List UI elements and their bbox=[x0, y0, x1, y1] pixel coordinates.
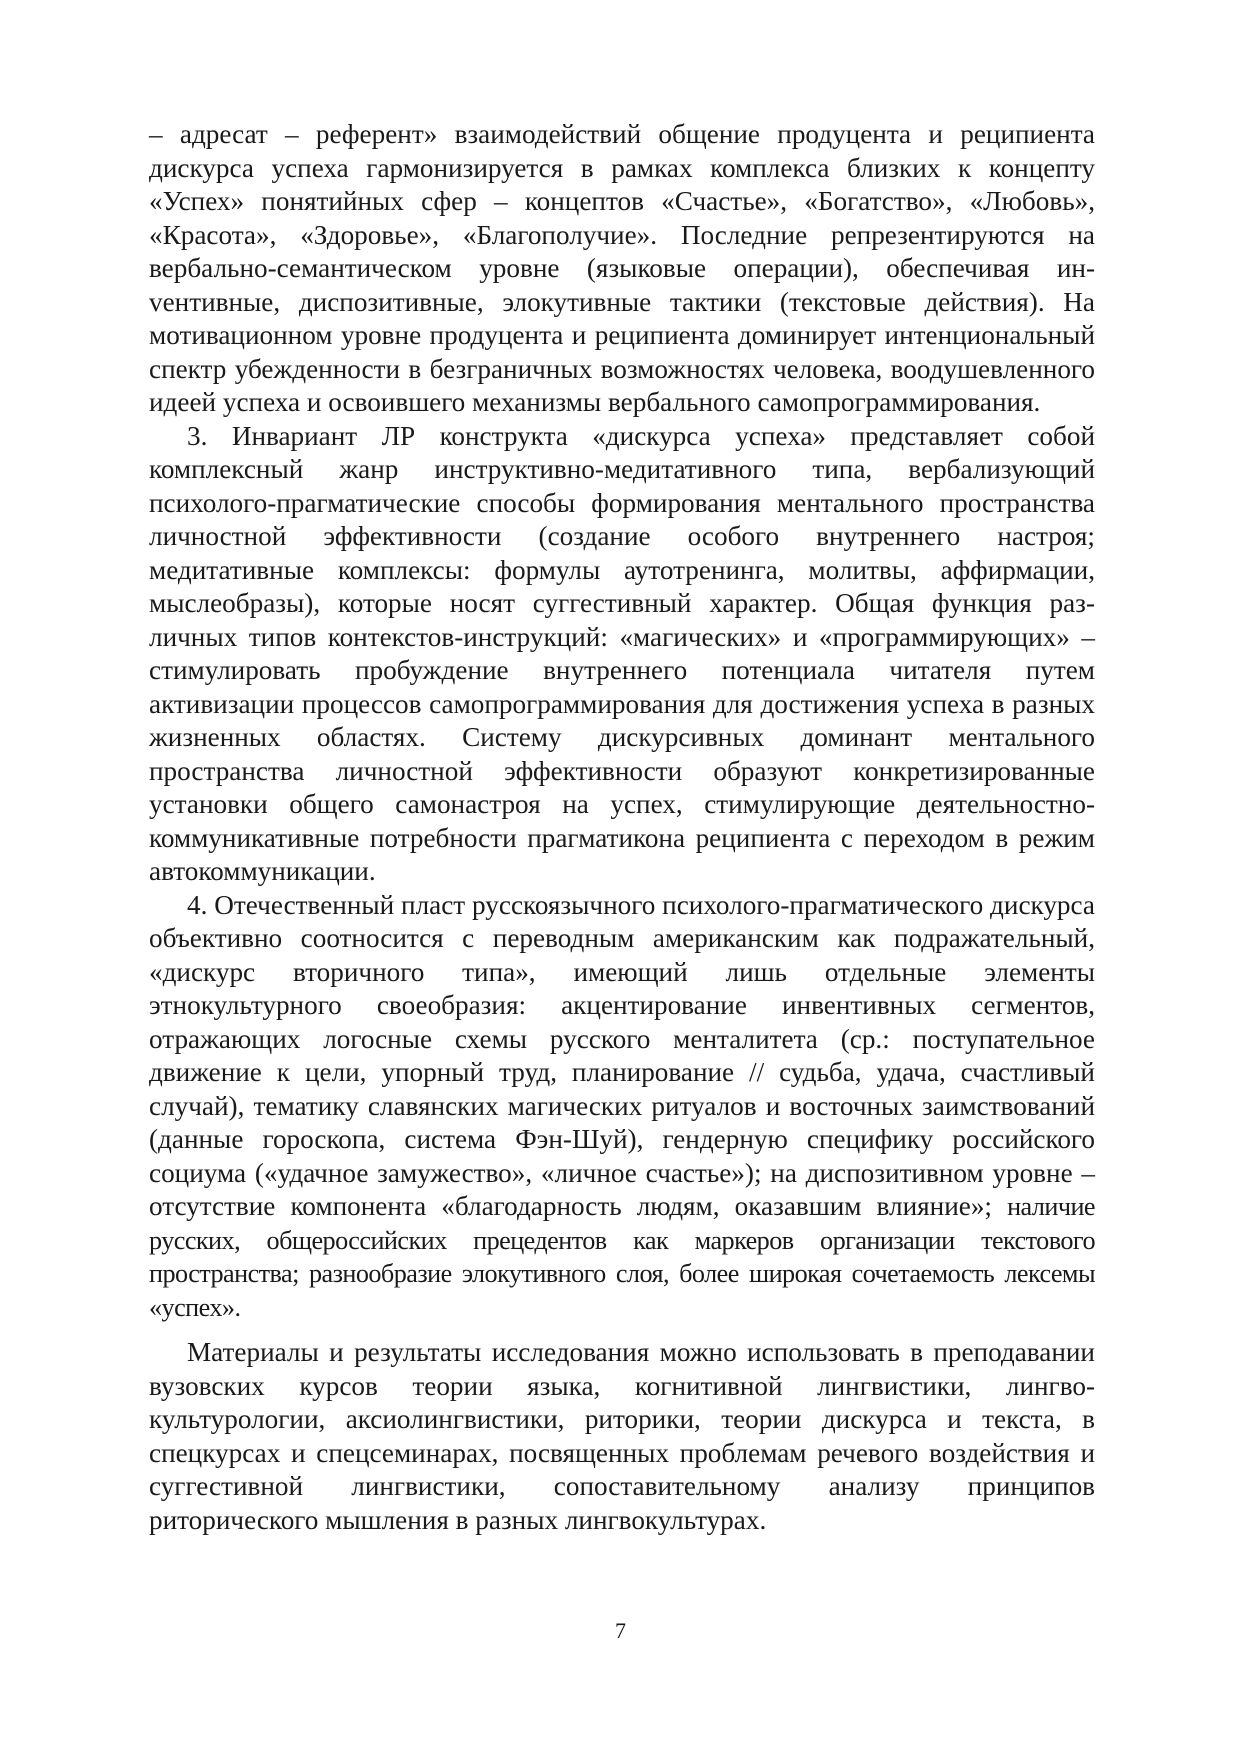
page-number: 7 bbox=[615, 1618, 626, 1643]
paragraph-point-4-tail: наличие русских, общероссийских прецедентов как маркеров организации текстового пространства; разнообразие элокутивного слоя, более широкая сочетаемость лексемы «успех». bbox=[149, 1192, 1095, 1322]
document-page bbox=[149, 118, 1095, 1537]
paragraph-materials: Материалы и результаты исследования можно использовать в преподавании вузовских курсов теории языка, когнитивной лингвистики, лингвокультурологии, аксиолингвистики, риторики, теории дискурса и текста, в спецкурсах и спецсеминарах, посвященных проблемам речевого воздействия и суггестивной лингвистики, сопоставительному анализу принципов риторического мышления в разных лингвокультурах. bbox=[149, 1337, 1095, 1535]
paragraph-point-3: 3. Инвариант ЛР конструкта «дискурса успеха» представляет собой комплексный жанр инструктивно-медитативного типа, вербализующий психолого-прагматические способы формирования ментального пространства личностной эффективности (создание особого внутреннего настроя; медитативные комплексы: формулы аутотренинга, молитвы, аффирмации, мыслеобразы), которые носят суггестивный характер. Общая функция различных типов контекстов-инструкций: «магических» и «программирующих» – стимулировать пробуждение внутреннего потенциала читателя путем активизации процессов самопрограммирования для достижения успеха в разных жизненных областях. Систему дискурсивных доминант ментального пространства личностной эффективности образуют конкретизированные установки общего самонастроя на успех, стимулирующие деятельностно-коммуникативные потребности прагматикона реципиента с переходом в режим автокоммуникации. bbox=[149, 420, 1095, 886]
paragraph-continuation: – адресат – референт» взаимодействий общение продуцента и реципиента дискурса успеха гармонизируется в рамках комплекса близких к концепту «Успех» понятийных сфер – концептов «Счастье», «Богатство», «Любовь», «Красота», «Здоровье», «Благополучие». Последние репрезентируются на вербально-семантическом уровне (языковые операции), обеспечивая инvентивные, диспозитивные, элокутивные тактики (текстовые действия). На мотивационном уровне продуцента и реципиента доминирует интенциональный спектр убежденности в безграничных возможностях человека, воодушевленного идеей успеха и освоившего механизмы вербального самопрограммирования. bbox=[149, 119, 1095, 417]
paragraph-point-4-main: 4. Отечественный пласт русскоязычного психолого-прагматического дискурса объективно соотносится с переводным американским как подражательный, «дискурс вторичного типа», имеющий лишь отдельные элементы этнокультурного своеобразия: акцентирование инвентивных сегментов, отражающих логосные схемы русского менталитета (ср.: поступательное движение к цели, упорный труд, планирование // судьба, удача, счастливый случай), тематику славянских магических ритуалов и восточных заимствований (данные гороскопа, система Фэн-Шуй), гендерную специфику российского социума («удачное замужество», «личное счастье»); на диспозитивном уровне – отсутствие компонента «благодарность людям, оказавшим влияние»; bbox=[149, 889, 1095, 1221]
paragraph-point-4 bbox=[149, 889, 1095, 1325]
